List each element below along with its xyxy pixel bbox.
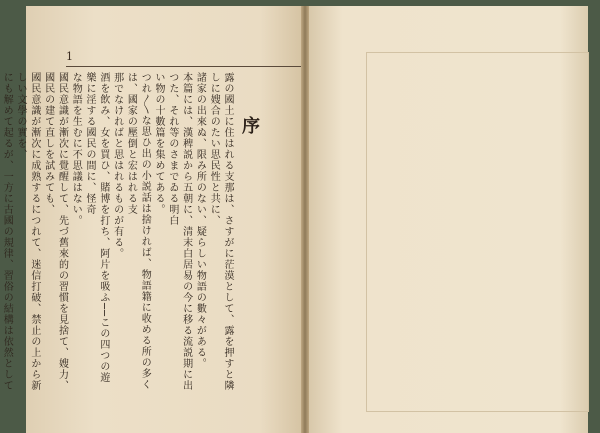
blank-page-frame: [366, 52, 589, 412]
paragraph: にも解めて起るが、一方に古國の規律、習俗の結構は依然として: [1, 72, 13, 391]
paragraph: 國民意識が漸次に覺醒して、先づ舊來的の習慣を見捨て、嫂力、國民の建て直しを試みても、: [42, 72, 68, 391]
page-title: 序: [239, 116, 260, 134]
paragraph: 露の國土に住はれる支那は、さすがに茫漠として、露を押すと隣しに嫂合のたい思民性と共に、: [208, 72, 233, 391]
paragraph: 本篇には、漢稗説から五朝に、清末白居易の今に移る流説期に出つた、それ等のさまでゐる明白: [166, 72, 192, 391]
book-gutter: [301, 6, 309, 433]
paragraph: 國民意識が漸次に成熟するにつれて、迷信打破、禁止の上から新しい文學の實を、: [15, 72, 40, 391]
paragraph: 諸家の出來ぬ、限み所のない、疑らしい物語の數々がある。: [194, 72, 206, 369]
book-spread: [1, 6, 588, 433]
left-page: [1, 6, 301, 433]
body-text: [1, 72, 234, 392]
paragraph: な物語を生むに不思議はない。: [70, 72, 82, 226]
paragraph: 酒を飲み、女を買ひ、賭博を打ち、阿片を吸ふ──この四つの遊樂に淫する國民の間に、怪奇: [84, 72, 109, 384]
header-rule: [66, 66, 301, 67]
paragraph: つれ〳〵な思ひ出の小説話は捨ければ、物語籍に收める所の多くは、國家の壓倒と宏はれる支: [125, 72, 151, 390]
paragraph: い物の十數篇を集めてある。: [153, 72, 165, 215]
right-page: [309, 6, 588, 433]
paragraph: 那でなければと思はれるものが有る。: [111, 72, 123, 259]
page-number: 1: [66, 50, 73, 63]
